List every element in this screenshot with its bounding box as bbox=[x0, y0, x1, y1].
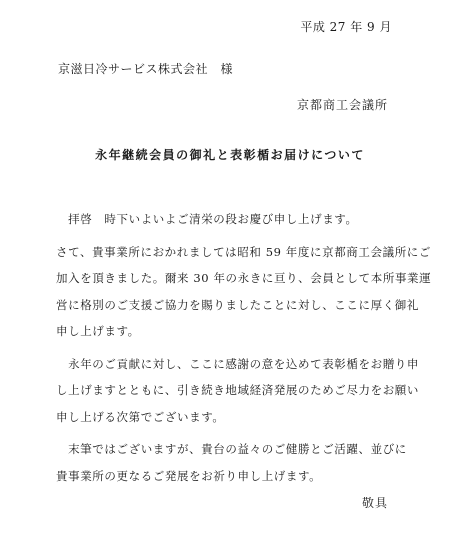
body-line: さて、貴事業所におかれましては昭和 59 年度に京都商工会議所にご bbox=[56, 244, 432, 259]
body-line: 末筆ではございますが、貴台の益々のご健勝とご活躍、並びに bbox=[56, 442, 407, 456]
letter-sender: 京都商工会議所 bbox=[296, 98, 388, 112]
letter-recipient: 京滋日冷サービス株式会社 様 bbox=[58, 62, 234, 76]
body-line: 申し上げる次第でございます。 bbox=[56, 409, 225, 424]
body-line: 加入を頂きました。爾来 30 年の永きに亘り、会員として本所事業運 bbox=[56, 271, 432, 285]
letter-closing: 敬具 bbox=[361, 496, 388, 510]
body-line: 貴事業所の更なるご発展をお祈り申し上げます。 bbox=[56, 468, 322, 483]
letter-subject: 永年継続会員の御礼と表彰楯お届けについて bbox=[95, 148, 365, 162]
body-line: 永年のご貢献に対し、ここに感謝の意を込めて表彰楯をお贈り申 bbox=[56, 356, 419, 371]
body-line: 拝啓 時下いよいよご清栄の段お慶び申し上げます。 bbox=[56, 212, 358, 226]
letter-body bbox=[56, 206, 432, 489]
letter-date: 平成 27 年 9 月 bbox=[300, 20, 392, 34]
body-line: し上げますとともに、引き続き地域経済発展のためご尽力をお願い bbox=[56, 383, 419, 397]
body-line: 申し上げます。 bbox=[56, 324, 140, 338]
body-line: 営に格別のご支援ご協力を賜りましたことに対し、ここに厚く御礼 bbox=[56, 297, 419, 312]
